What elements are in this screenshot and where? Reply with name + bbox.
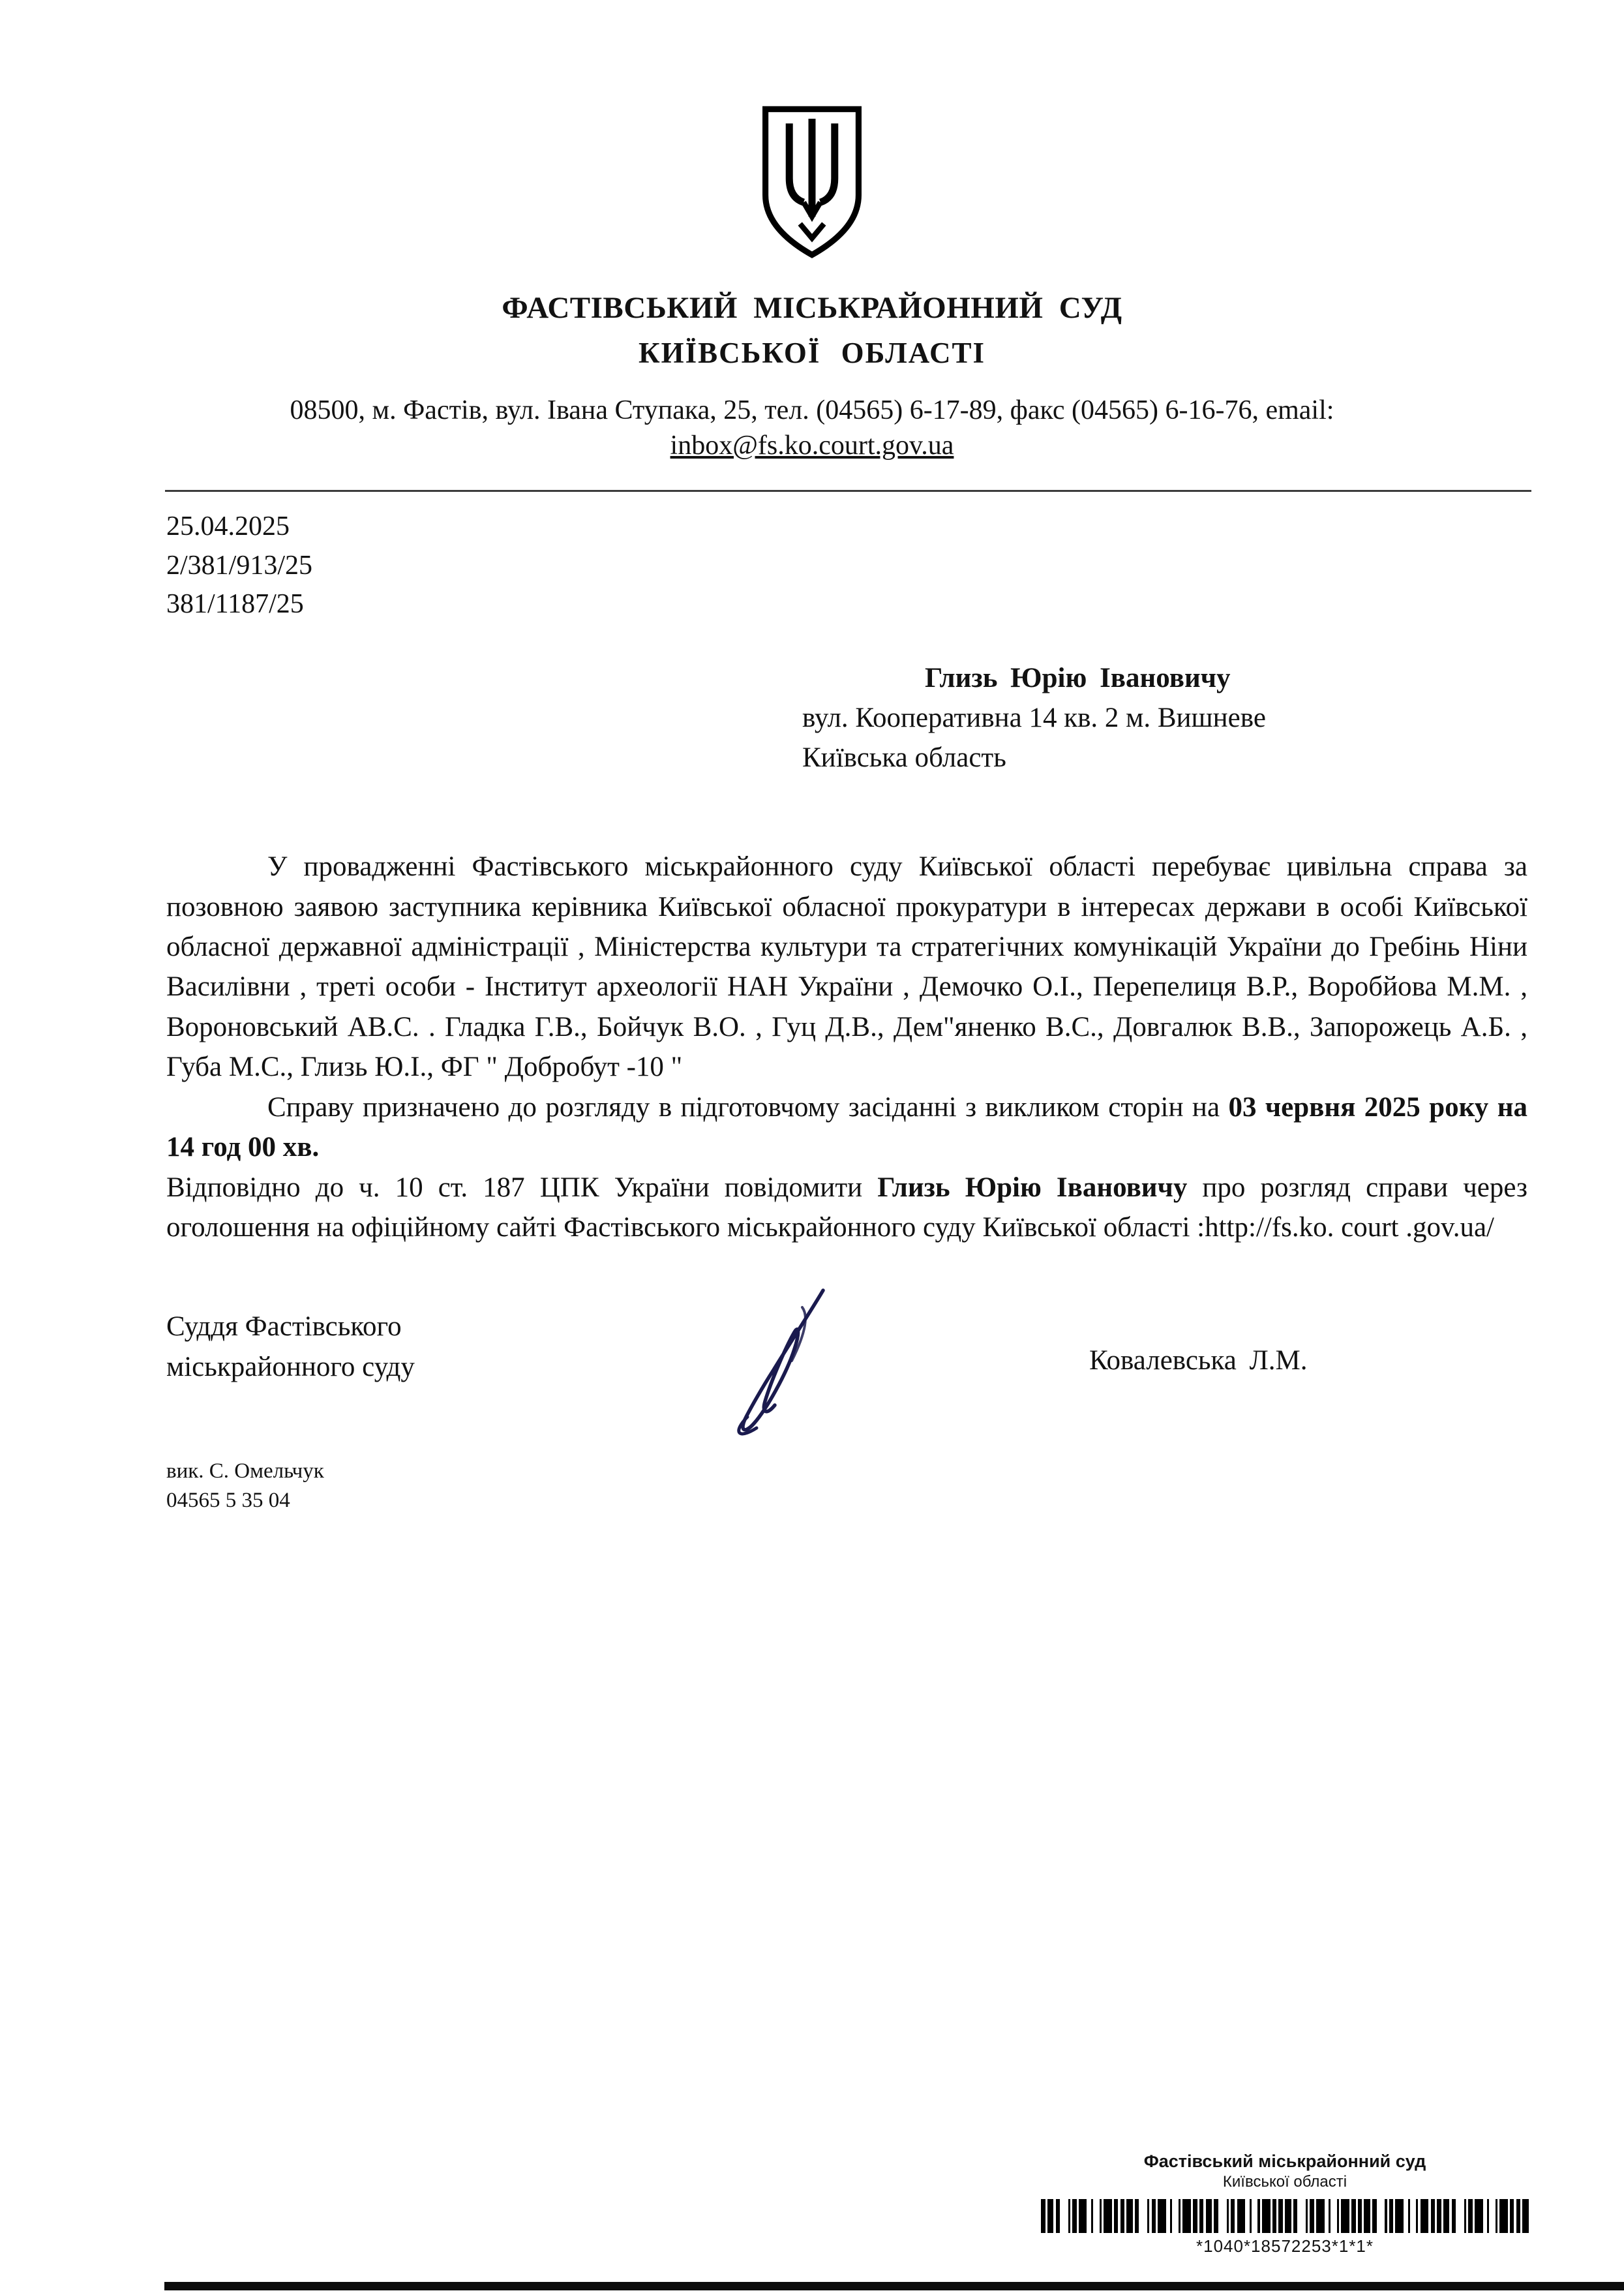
executor-block	[166, 1457, 1624, 1516]
letter-body	[166, 847, 1527, 1248]
signature-block	[166, 1307, 1527, 1418]
hearing-text: Справу призначено до розгляду в підготовчому засіданні з викликом сторін на	[267, 1091, 1229, 1123]
notified-person-name: Глизь Юрію Івановичу	[877, 1172, 1188, 1203]
notice-text: Відповідно до ч. 10 ст. 187 ЦПК України повідомити	[166, 1172, 878, 1203]
letterhead	[0, 0, 1624, 461]
court-region: КИЇВСЬКОЇ ОБЛАСТІ	[638, 337, 986, 369]
executor-phone: 04565 5 35 04	[166, 1489, 290, 1513]
addressee-region: Київська область	[802, 742, 1006, 773]
hearing-datetime: 03 червня 2025 року на 14 год 00 хв.	[166, 1091, 1527, 1163]
judge-title-line2: міськрайонного суду	[166, 1352, 415, 1383]
scan-artifact-bar	[164, 2282, 1624, 2290]
email-link[interactable]: inbox@fs.ko.court.gov.ua	[670, 431, 954, 461]
court-name: ФАСТІВСЬКИЙ МІСЬКРАЙОННИЙ СУД	[502, 291, 1122, 325]
addressee-street: вул. Кооперативна 14 кв. 2 м. Вишневе	[802, 702, 1266, 733]
paragraph-hearing	[166, 1087, 1527, 1168]
barcode-number: *1040*18572253*1*1*	[1195, 2236, 1374, 2256]
judge-name: Ковалевська Л.М.	[1089, 1344, 1308, 1376]
barcode	[1040, 2199, 1530, 2233]
reference-block	[166, 508, 1624, 624]
addressee-block	[802, 658, 1624, 778]
judge-title-line1: Суддя Фастівського	[166, 1311, 402, 1342]
notice-continuation: про розгляд справи через оголошення на офіційному сайті Фастівського міськрайонного суду Київської області :http://fs.ko. court .gov.ua/	[166, 1172, 1527, 1243]
judge-title	[166, 1307, 415, 1388]
judge-signature	[724, 1284, 845, 1450]
coat-of-arms-icon	[757, 104, 867, 260]
paragraph-notice	[166, 1168, 1527, 1248]
divider-line	[165, 490, 1531, 492]
stamp-court-name: Фастівський міськрайонний суд	[1143, 2151, 1426, 2171]
email-row	[0, 430, 1624, 461]
case-number-1: 2/381/913/25	[166, 550, 313, 581]
letter-date: 25.04.2025	[166, 511, 290, 541]
contact-line: 08500, м. Фастів, вул. Івана Ступака, 25, тел. (04565) 6-17-89, факс (04565) 6-16-76, email:	[290, 395, 1334, 425]
addressee-name: Глизь Юрію Івановичу	[925, 662, 1231, 693]
paragraph-case-description: У провадженні Фастівського міськрайонного суду Київської області перебуває цивільна справа за позовною заявою заступника керівника Київської обласної прокуратури в інтересах держави в особі Київської обласної державної адміністрації , Міністерства культури та стратегічних комунікацій України до Гребінь Ніни Василівни , треті особи - Інститут археології НАН України , Демочко О.І., Перепелиця В.Р., Воробйова М.М. , Вороновський АВ.С. . Гладка Г.В., Бойчук В.О. , Гуц Д.В., Дем"яненко В.С., Довгалюк В.В., Запорожець А.Б. , Губа М.С., Глизь Ю.І., ФГ " Добробут -10 "	[166, 851, 1527, 1083]
registration-stamp	[1040, 2151, 1530, 2256]
stamp-region: Київської області	[1222, 2173, 1347, 2191]
case-number-2: 381/1187/25	[166, 589, 304, 620]
executor-name: вик. С. Омельчук	[166, 1459, 324, 1483]
